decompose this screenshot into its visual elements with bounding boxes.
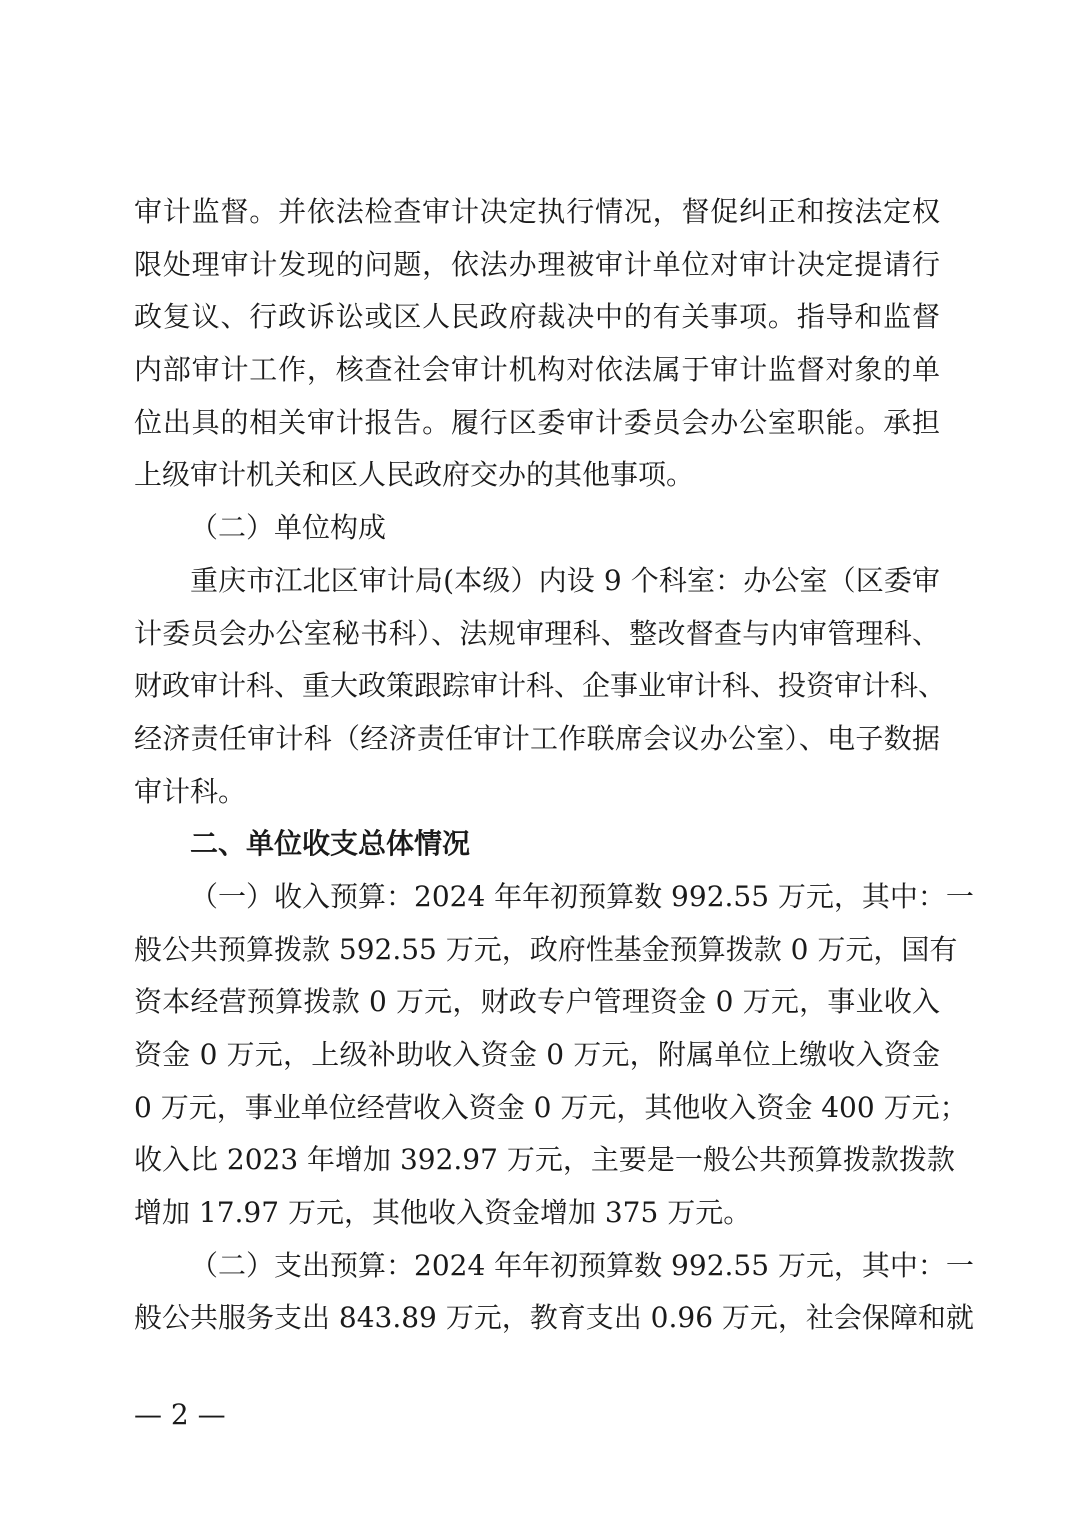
paragraph-line: 审计科。: [134, 774, 247, 808]
paragraph-line: 财政审计科、重大政策跟踪审计科、企事业审计科、投资审计科、: [134, 669, 947, 703]
section-subheading: （二）单位构成: [190, 511, 387, 545]
section-heading: 二、单位收支总体情况: [190, 827, 471, 861]
paragraph-line: 增加 17.97 万元，其他收入资金增加 375 万元。: [134, 1196, 752, 1230]
paragraph-line: 限处理审计发现的问题，依法办理被审计单位对审计决定提请行: [134, 247, 940, 281]
paragraph-line: 资本经营预算拨款 0 万元，财政专户管理资金 0 万元，事业收入: [134, 985, 940, 1019]
paragraph-line: 般公共服务支出 843.89 万元，教育支出 0.96 万元，社会保障和就: [134, 1301, 974, 1335]
paragraph-line: 计委员会办公室秘书科）、法规审理科、整改督查与内审管理科、: [134, 616, 940, 650]
paragraph-line: 内部审计工作，核查社会审计机构对依法属于审计监督对象的单: [134, 353, 940, 387]
paragraph-line: 般公共预算拨款 592.55 万元，政府性基金预算拨款 0 万元，国有: [134, 932, 958, 966]
paragraph-line: 收入比 2023 年增加 392.97 万元，主要是一般公共预算拨款拨款: [134, 1143, 955, 1177]
paragraph-line: 上级审计机关和区人民政府交办的其他事项。: [134, 458, 695, 492]
paragraph-line: 审计监督。并依法检查审计决定执行情况，督促纠正和按法定权: [134, 195, 940, 228]
document-body: [134, 186, 974, 1345]
page-number: — 2 —: [134, 1398, 226, 1431]
paragraph-line: 经济责任审计科（经济责任审计工作联席会议办公室）、电子数据: [134, 721, 940, 755]
paragraph-line: 重庆市江北区审计局(本级）内设 9 个科室：办公室（区委审: [190, 563, 940, 597]
paragraph-line: （二）支出预算：2024 年年初预算数 992.55 万元，其中：一: [190, 1248, 974, 1282]
paragraph-line: 0 万元，事业单位经营收入资金 0 万元，其他收入资金 400 万元；: [134, 1090, 968, 1124]
paragraph-line: 资金 0 万元，上级补助收入资金 0 万元，附属单位上缴收入资金: [134, 1038, 940, 1071]
paragraph-line: （一）收入预算：2024 年年初预算数 992.55 万元，其中：一: [190, 879, 974, 913]
paragraph-line: 位出具的相关审计报告。履行区委审计委员会办公室职能。承担: [134, 405, 940, 439]
paragraph-line: 政复议、行政诉讼或区人民政府裁决中的有关事项。指导和监督: [134, 300, 940, 334]
